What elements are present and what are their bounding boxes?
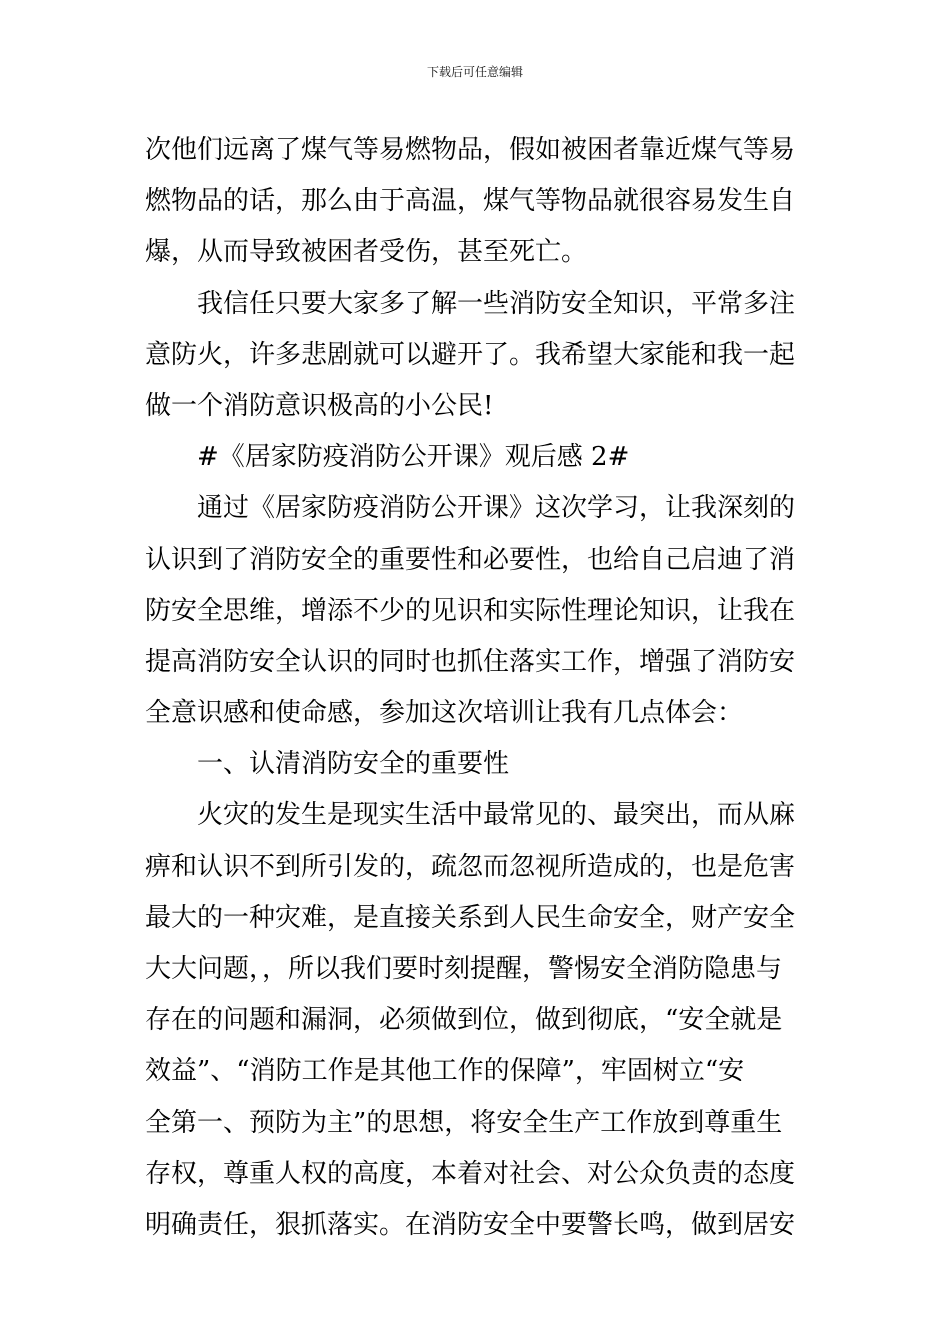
text-line-4: 我信任只要大家多了解一些消防安全知识，平常多注 [197, 288, 796, 319]
text-line-15: 痹和认识不到所引发的，疏忽而忽视所造成的，也是危害 [145, 851, 796, 882]
text-line-22: 明确责任，狠抓落实。在消防安全中要警长鸣，做到居安 [145, 1209, 796, 1240]
text-line-19: 效益”、“消防工作是其他工作的保障”，牢固树立“安 [145, 1056, 745, 1087]
text-line-5: 意防火，许多悲剧就可以避开了。我希望大家能和我一起 [145, 339, 796, 370]
text-line-14: 火灾的发生是现实生活中最常见的、最突出，而从麻 [197, 800, 796, 831]
subsection-heading: 一、认清消防安全的重要性 [197, 749, 510, 780]
text-line-16: 最大的一种灾难，是直接关系到人民生命安全，财产安全 [145, 902, 796, 933]
section-heading: #《居家防疫消防公开课》观后感 2# [197, 442, 630, 473]
text-line-9: 认识到了消防安全的重要性和必要性，也给自己启迪了消 [145, 544, 796, 575]
text-line-20: 全第一、预防为主”的思想，将安全生产工作放到尊重生 [145, 1107, 783, 1138]
text-line-18: 存在的问题和漏洞，必须做到位，做到彻底，“安全就是 [145, 1005, 783, 1036]
text-line-3: 爆，从而导致被困者受伤，甚至死亡。 [145, 237, 588, 268]
text-line-1: 次他们远离了煤气等易燃物品，假如被困者靠近煤气等易 [145, 135, 796, 165]
text-line-12: 全意识感和使命感，参加这次培训让我有几点体会： [145, 698, 744, 729]
text-line-21: 存权，尊重人权的高度，本着对社会、对公众负责的态度 [145, 1158, 796, 1189]
page-header: 下载后可任意编辑 [426, 65, 523, 79]
text-line-11: 提高消防安全认识的同时也抓住落实工作，增强了消防安 [145, 646, 796, 677]
document-body [145, 125, 810, 1251]
text-line-10: 防安全思维，增添不少的见识和实际性理论知识，让我在 [145, 595, 796, 626]
text-line-8: 通过《居家防疫消防公开课》这次学习，让我深刻的 [197, 493, 796, 524]
text-line-2: 燃物品的话，那么由于高温，煤气等物品就很容易发生自 [145, 186, 796, 217]
text-line-6: 做一个消防意识极高的小公民! [145, 390, 494, 421]
text-line-17: 大大问题，，所以我们要时刻提醒，警惕安全消防隐患与 [145, 954, 783, 984]
